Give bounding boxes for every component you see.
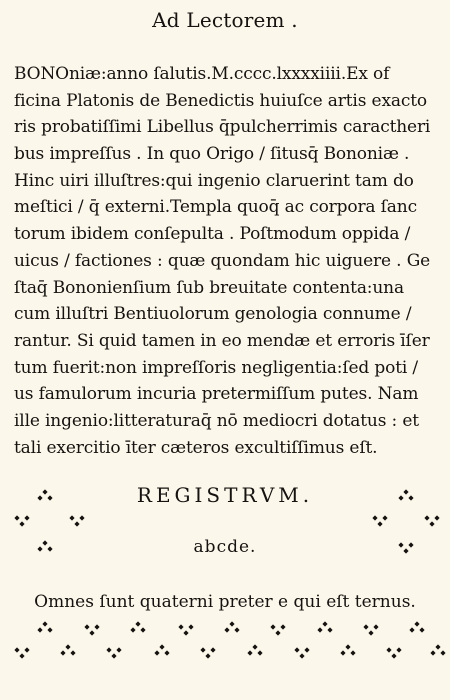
text-line: uicus / factiones : quæ quondam hic uiguere . Ge [14, 250, 431, 271]
ornament-dot [37, 627, 42, 632]
ornament-dot [377, 521, 382, 526]
ornament-dot [391, 653, 396, 658]
ornament-dot [224, 627, 229, 632]
ornament-dot [70, 650, 75, 655]
ornament-dot [140, 627, 145, 632]
ornament-dot [60, 650, 65, 655]
ornament-dot [159, 644, 164, 649]
text-line: us famulorum incuria pretermiſſum putes. Nam [14, 384, 419, 405]
ornament-dot [403, 489, 408, 494]
signature-letters: abcde. [193, 537, 257, 557]
ornament-dot [419, 627, 424, 632]
ornament-dot [234, 627, 239, 632]
ornament-dot [89, 630, 94, 635]
text-line: meſtici / q̄ externi.Templa quoq̄ ac corpora ſanc [14, 197, 417, 218]
colophon-line: Omnes ſunt quaterni preter e qui eſt ternus. [34, 592, 416, 612]
ornament-dot [363, 624, 368, 629]
ornament-dot [317, 627, 322, 632]
ornament-dot [229, 621, 234, 626]
text-line: ficina Platonis de Benedictis huiuſce artis exacto [14, 90, 428, 111]
ornament-dot [434, 515, 439, 520]
text-line: BONOniæ:anno ſalutis.M.cccc.lxxxxiiii.Ex of [14, 64, 390, 84]
ornament-dot [373, 624, 378, 629]
ornament-dot [154, 650, 159, 655]
ornament-dot [200, 647, 205, 652]
ornament-dot [47, 495, 52, 500]
ornament-dot [403, 548, 408, 553]
ornament-dot [408, 495, 413, 500]
ornament-dot [19, 521, 24, 526]
ornament-dot [345, 644, 350, 649]
ornament-dot [47, 546, 52, 551]
ornament-dot [14, 647, 19, 652]
ornament-dot [408, 542, 413, 547]
ornament-dot [322, 621, 327, 626]
ornament-dot [37, 495, 42, 500]
ornament-dot [270, 624, 275, 629]
ornament-dot [205, 653, 210, 658]
ornament-dot [116, 647, 121, 652]
ornament-dot [440, 650, 445, 655]
text-line: ris probatiſſimi Libellus q̄pulcherrimis caractheri [14, 117, 431, 138]
ornament-dot [398, 542, 403, 547]
ornament-dot [275, 630, 280, 635]
text-line: ſtaq̄ Bononienſium ſub breuitate contenta:una [14, 277, 404, 298]
ornament-dot [111, 653, 116, 658]
ornament-dot [257, 650, 262, 655]
ornament-dot [188, 624, 193, 629]
ornament-dot [430, 650, 435, 655]
ornament-dot [299, 653, 304, 658]
ornament-dot [409, 627, 414, 632]
ornament-dot [372, 515, 377, 520]
text-line: ille ingenio:litteraturaq̄ nō mediocri dotatus : et [14, 410, 419, 431]
ornament-dot [106, 647, 111, 652]
ornament-dot [84, 624, 89, 629]
ornament-dot [24, 515, 29, 520]
ornament-dot [435, 644, 440, 649]
registrum-heading: REGISTRVM. [136, 483, 314, 507]
page-heading: Ad Lectorem . [152, 8, 298, 32]
ornament-dot [386, 647, 391, 652]
ornament-dot [42, 540, 47, 545]
ornament-dot [164, 650, 169, 655]
ornament-dot [340, 650, 345, 655]
ornament-dot [65, 644, 70, 649]
text-line: Hinc uiri illuſtres:qui ingenio claruerint tam do [14, 170, 414, 191]
text-line: bus impreſſus . In quo Origo / ſitusq̄ Bononiæ . [14, 144, 410, 165]
text-line: tali exercitio īter cæteros excultiſſimus eſt. [14, 437, 378, 458]
ornament-dot [252, 644, 257, 649]
ornament-dot [42, 621, 47, 626]
ornament-dot [47, 627, 52, 632]
ornament-dot [350, 650, 355, 655]
ornament-dot [304, 647, 309, 652]
ornament-dot [327, 627, 332, 632]
ornament-dot [42, 489, 47, 494]
ornament-dot [79, 515, 84, 520]
text-line: torum ibidem conſepulta . Poſtmodum oppida / [14, 224, 411, 245]
ornament-dot [178, 624, 183, 629]
ornament-dot [247, 650, 252, 655]
ornament-dot [398, 495, 403, 500]
ornament-dot [368, 630, 373, 635]
text-line: cum illuſtri Bentiuolorum genologia connume / [14, 304, 412, 325]
ornament-dot [280, 624, 285, 629]
ornament-dot [424, 515, 429, 520]
ornament-dot [210, 647, 215, 652]
ornament-dot [429, 521, 434, 526]
text-line: tum fuerit:non impreſſoris negligentia:ſed poti / [14, 357, 418, 378]
ornament-dot [14, 515, 19, 520]
ornament-dot [294, 647, 299, 652]
ornament-dot [135, 621, 140, 626]
ornament-dot [19, 653, 24, 658]
ornament-dot [396, 647, 401, 652]
ornament-dot [414, 621, 419, 626]
ornament-dot [382, 515, 387, 520]
ornament-dot [130, 627, 135, 632]
text-line: rantur. Si quid tamen in eo mendæ et erroris īſer [14, 330, 430, 351]
ornament-dot [94, 624, 99, 629]
ornament-dot [37, 546, 42, 551]
ornament-dot [24, 647, 29, 652]
ornament-dot [74, 521, 79, 526]
ornament-dot [183, 630, 188, 635]
ornament-dot [69, 515, 74, 520]
